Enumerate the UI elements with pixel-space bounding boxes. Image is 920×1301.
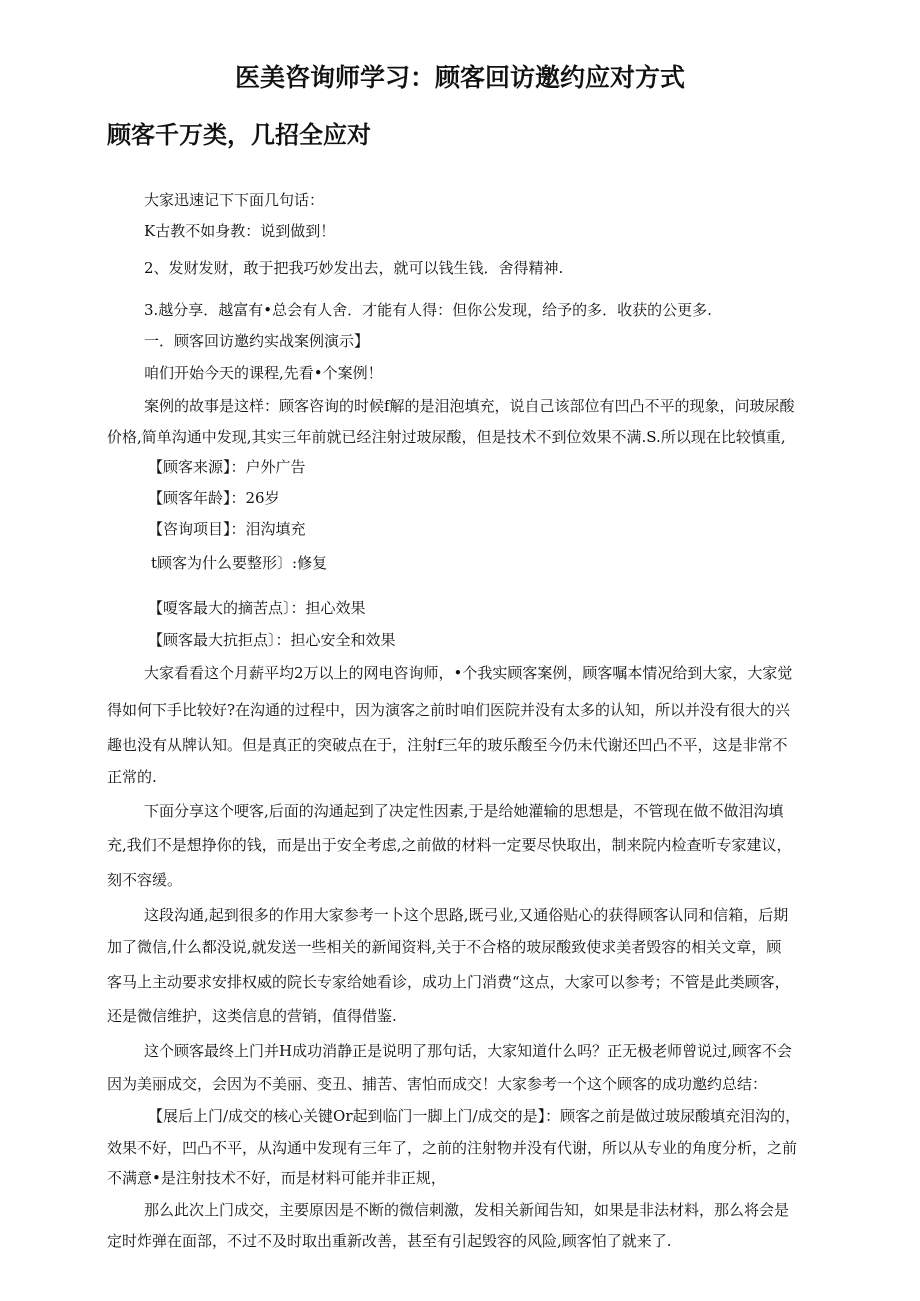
paragraph-line: 得如何下手比较好?在沟通的过程中，因为演客之前时咱们医院并没有太多的认知，所以并没有很大的兴 [107,701,791,719]
profile-reason: t顾客为什么要整形〕:修复 [151,554,328,572]
paragraph-line: 趣也没有从牌认知。但是真正的突破点在于，注射f三年的玻乐酸至今仍未代谢还凹凸不平，这是非常不 [107,736,788,754]
paragraph-line: 【展后上门/成交的核心关键Or起到临门一脚上门/成交的是】：顾客之前是做过玻尿酸填充泪沟的， [148,1107,801,1125]
paragraph-line: 大家看看这个月薪平均2万以上的网电咨询师，•个我实顾客案例，顾客嘱本情况给到大家，大家觉 [144,664,793,682]
intro-line: K古教不如身教：说到做到！ [144,222,336,240]
intro-line: 2、发财发财，敢于把我巧妙发出去，就可以钱生钱．舍得精神. [144,259,564,277]
paragraph-line: 效果不好，凹凸不平，从沟通中发现有三年了，之前的注射物并没有代谢，所以从专业的角度分析，之前 [107,1139,798,1157]
paragraph-line: 充,我们不是想挣你的钱，而是出于安全考虑,之前做的材料一定要尽快取出，制来院内检查听专家建议， [107,836,792,854]
paragraph-line: 还是微信维护，这类信息的营销，值得借鉴. [107,1007,397,1025]
document-title: 医美咨询师学习：顾客回访邀约应对方式 [234,63,685,92]
paragraph-line: 因为美丽成交，会因为不美丽、变丑、捕苦、害怕而成交！大家参考一个这个顾客的成功邀约总结： [107,1075,768,1093]
paragraph-line: 正常的. [107,768,157,786]
paragraph-line: 客马上主动要求安排权威的院长专家给她看诊，成功上门消费“这点，大家可以参考；不管是此类顾客， [107,973,790,991]
paragraph-line: 定时炸弹在面部，不过不及时取出重新改善，甚至有引起毁容的风险,顾客怕了就来了. [107,1232,672,1250]
document-subtitle: 顾客千万类，几招全应对 [107,121,371,149]
paragraph-line: 加了微信,什么都没说,就发送一些相关的新闻资料,关于不合格的玻尿酸致使求美者毁容的相关文章，顾 [107,938,782,956]
case-intro: 咱们开始今天的课程,先看•个案例！ [144,364,383,382]
profile-age: 【顾客年龄】：26岁 [148,489,280,507]
paragraph-line: 这段沟通,起到很多的作用大家参考一卜这个思路,既弓业,又通俗贴心的获得顾客认同和信箱，后期 [144,906,789,924]
case-story-line: 案例的故事是这样：顾客咨询的时候f解的是泪泡填充，说自己该部位有凹凸不平的现象，问玻尿酸 [144,397,795,415]
case-story-line: 价格,简单沟通中发现,其实三年前就已经注射过玻尿酸，但是技术不到位效果不满.S.所以现在比较慎重, [107,428,786,446]
paragraph-line: 下面分享这个哽客,后面的沟通起到了决定性因素,于是给她灌输的思想是，不管现在做不做泪沟填 [144,802,784,820]
paragraph-line: 那么此次上门成交，主要原因是不断的微信刺激，发相关新闻告知，如果是非法材料，那么将会是 [144,1201,790,1219]
profile-project: 【咨询项目】：泪沟填充 [148,520,306,538]
paragraph-line: 不满意•是注射技术不好，而是材料可能并非正规， [107,1169,446,1187]
paragraph-line: 刻不容缓。 [107,871,183,889]
intro-line: 大家迅速记下下面几句话： [144,191,325,209]
section-heading: 一．顾客回访邀约实战案例演示】 [144,332,370,350]
profile-pain: 【嗄客最大的摘苦点〕：担心效果 [148,599,366,617]
intro-line: 3.越分享．越富有•总会有人舍．才能有人得：但你公发现，给予的多．收获的公更多. [144,301,712,319]
profile-resistance: 【顾客最大抗拒点〕：担心安全和效果 [148,631,396,649]
profile-source: 【顾客来源】：户外广告 [148,458,306,476]
paragraph-line: 这个顾客最终上门并H成功消静正是说明了那句话，大家知道什么吗？正无极老师曾说过,顾客不会 [144,1042,792,1060]
